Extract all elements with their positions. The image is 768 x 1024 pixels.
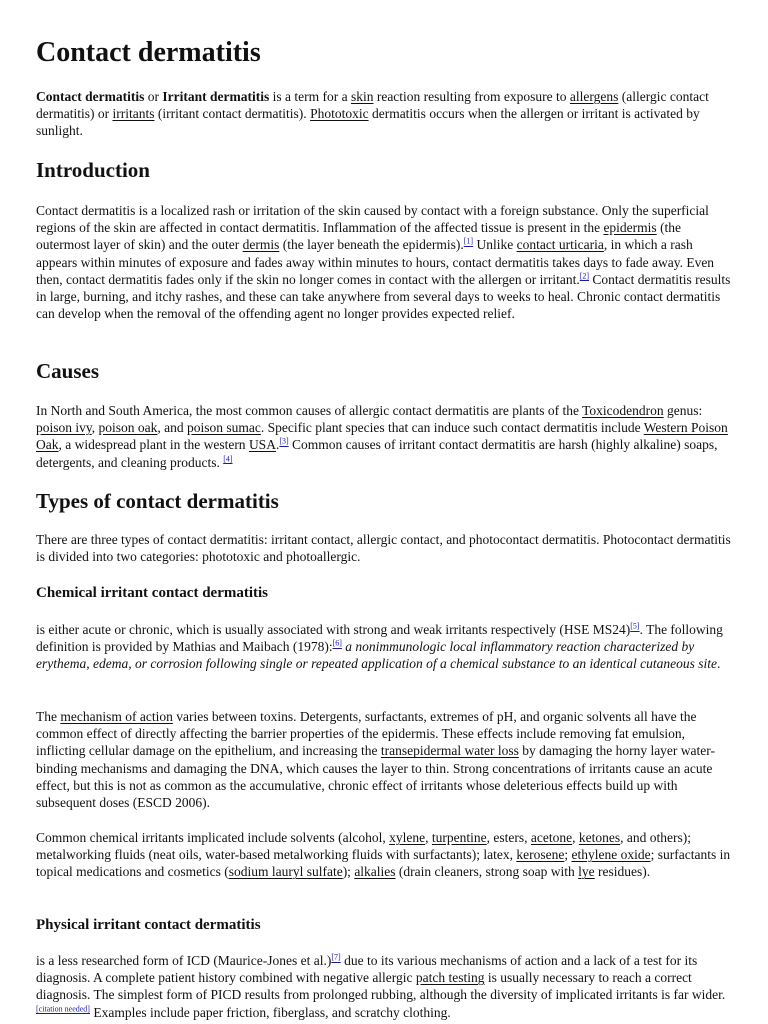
chemical-text: residues). <box>594 864 651 880</box>
lead-text: dermatitis occurs when the allergen or irritant is activated by sunlight. <box>36 106 700 139</box>
link-toxicodendron[interactable]: Toxicodendron <box>582 403 664 418</box>
link-ethylene-oxide[interactable]: ethylene oxide <box>571 847 651 863</box>
heading-introduction: Introduction <box>36 158 150 182</box>
heading-chemical-irritant: Chemical irritant contact dermatitis <box>36 585 269 601</box>
link-ketones[interactable]: ketones <box>578 830 621 845</box>
intro-text: (the layer beneath the epidermis). <box>279 237 464 253</box>
link-poison-ivy[interactable]: poison ivy <box>36 420 92 436</box>
intro-text: Contact dermatitis is a localized rash or irritation of the skin caused by contact with a foreign substance. Only the superficial regions of the skin are affected in contact dermatitis. Inflammation of the affected tissue is present in the <box>36 203 709 236</box>
lead-term-2: Irritant dermatitis <box>162 89 270 104</box>
link-kerosene[interactable]: kerosene <box>516 847 565 863</box>
reference-4[interactable]: [4] <box>223 454 233 464</box>
link-xylene[interactable]: xylene <box>389 830 426 845</box>
link-mechanism-of-action[interactable]: mechanism of action <box>60 709 173 724</box>
lead-term-1: Contact dermatitis <box>36 89 145 104</box>
lead-text: reaction resulting from exposure to <box>373 89 570 104</box>
reference-2[interactable]: [2] <box>579 271 590 281</box>
link-poison-sumac[interactable]: poison sumac <box>187 420 261 436</box>
citation-needed[interactable]: [citation needed] <box>36 1004 90 1014</box>
heading-causes: Causes <box>36 359 100 383</box>
link-usa[interactable]: USA <box>248 437 276 453</box>
chemical-text: . <box>717 656 721 672</box>
definition-quote: a nonimmunologic local inflammatory reaction characterized by erythema, edema, or corrosion following single or repeated application of a chemical substance to an identical cutaneous site <box>36 639 718 672</box>
causes-text: In North and South America, the most common causes of allergic contact dermatitis are plants of the <box>36 403 583 418</box>
causes-text: . <box>275 437 280 453</box>
chemical-text: ; <box>564 847 572 863</box>
page-title: Contact dermatitis <box>36 37 261 68</box>
heading-types-of-contact-dermatitis: Types of contact dermatitis <box>36 489 279 513</box>
link-allergens[interactable]: allergens <box>569 89 619 104</box>
link-irritants[interactable]: irritants <box>112 106 155 122</box>
causes-text: genus: <box>663 403 703 418</box>
reference-3[interactable]: [3] <box>279 436 289 446</box>
causes-text: , a widespread plant in the western <box>58 437 249 453</box>
chemical-text: , esters, <box>486 830 531 845</box>
chemical-text: Common chemical irritants implicated include solvents (alcohol, <box>36 830 390 845</box>
link-western-poison-oak[interactable]: Western Poison Oak <box>36 420 728 453</box>
chemical-text: varies between toxins. Detergents, surfactants, extremes of pH, and organic solvents all have the common effect of directly affecting the barrier properties of the epidermis. These effects include removing fat emulsion, inflicting cellular damage on the epithelium, and increasing the <box>36 709 697 759</box>
heading-physical-irritant: Physical irritant contact dermatitis <box>36 917 261 933</box>
link-lye[interactable]: lye <box>578 864 595 880</box>
physical-text: is usually necessary to reach a correct diagnosis. The simplest form of PICD results from prolonged rubbing, although the diversity of implicated irritants is far wider. <box>36 970 726 1003</box>
chemical-text: , <box>572 830 579 845</box>
chemical-text: The <box>36 709 61 724</box>
causes-text: , <box>91 420 99 436</box>
lead-text: or <box>144 89 163 104</box>
chemical-text: ); <box>342 864 355 880</box>
link-contact-urticaria[interactable]: contact urticaria <box>516 237 604 253</box>
causes-text: . Specific plant species that can induce such contact dermatitis include <box>260 420 644 436</box>
causes-paragraph <box>36 402 736 471</box>
physical-text: due to its various mechanisms of action and a lack of a test for its diagnosis. A complete patient history combined with negative allergic <box>36 953 698 986</box>
physical-text: Examples include paper friction, fiberglass, and scratchy clothing. <box>89 1004 451 1020</box>
causes-text: , and <box>157 420 188 436</box>
link-turpentine[interactable]: turpentine <box>431 830 487 845</box>
chemical-text: , <box>425 830 432 845</box>
intro-text: Contact dermatitis results in large, burning, and itchy rashes, and these can take anywhere from several days to weeks to heal. Chronic contact dermatitis can develop when the removal of the offending agent no longer provides expected relief. <box>36 271 731 322</box>
chemical-text: . The following definition is provided by Mathias and Maibach (1978): <box>36 622 723 655</box>
link-acetone[interactable]: acetone <box>530 830 573 845</box>
causes-text: Common causes of irritant contact dermatitis are harsh (highly alkaline) soaps, detergents, and cleaning products. <box>36 437 718 470</box>
link-patch-testing[interactable]: patch testing <box>415 970 485 986</box>
intro-text: (the outermost layer of skin) and the outer <box>36 220 682 253</box>
chemical-paragraph-3 <box>36 829 736 881</box>
chemical-text: , and others); metalworking fluids (neat oils, water-based metalworking fluids with surfactants); latex, <box>36 830 691 863</box>
chemical-paragraph-2 <box>36 708 736 811</box>
reference-7[interactable]: [7] <box>331 952 341 962</box>
chemical-text: ; surfactants in topical medications and cosmetics ( <box>36 847 731 880</box>
types-paragraph: There are three types of contact dermatitis: irritant contact, allergic contact, and photocontact dermatitis. Photocontact dermatitis is divided into two categories: phototoxic and photoallergic. <box>36 532 731 565</box>
chemical-text: by damaging the horny layer water-binding mechanisms and damaging the DNA, which causes the layer to thin. Strong concentrations of irritants cause an acute effect, but this is not as common as the accumulative, chronic effect of irritants whose deleterious effects build up with subsequent doses (ESCD 2006). <box>36 743 716 811</box>
introduction-paragraph <box>36 202 736 322</box>
link-skin[interactable]: skin <box>350 89 374 104</box>
intro-text: Unlike <box>473 237 517 253</box>
link-dermis[interactable]: dermis <box>242 237 280 253</box>
physical-text: is a less researched form of ICD (Maurice-Jones et al.) <box>36 953 332 968</box>
link-sodium-lauryl-sulfate[interactable]: sodium lauryl sulfate <box>228 864 343 880</box>
intro-text: , in which a rash appears within minutes of exposure and fades away within minutes to hours, contact dermatitis takes days to fade away. Even then, contact dermatitis fades only if the skin no longer comes in contact with the allergen or irritant. <box>36 237 715 287</box>
link-alkalies[interactable]: alkalies <box>354 864 396 880</box>
link-phototoxic[interactable]: Phototoxic <box>310 106 369 122</box>
reference-5[interactable]: [5] <box>630 621 640 631</box>
reference-6[interactable]: [6] <box>332 638 342 648</box>
lead-text: (irritant contact dermatitis). <box>154 106 311 122</box>
chemical-text: (drain cleaners, strong soap with <box>395 864 579 880</box>
link-poison-oak[interactable]: poison oak <box>98 420 158 436</box>
lead-text: (allergic contact dermatitis) or <box>36 89 709 122</box>
reference-1[interactable]: [1] <box>463 236 474 246</box>
chemical-text: is either acute or chronic, which is usually associated with strong and weak irritants respectively (HSE MS24) <box>36 622 631 637</box>
lead-paragraph <box>36 88 736 140</box>
chemical-paragraph-1 <box>36 621 736 673</box>
physical-paragraph <box>36 952 736 1021</box>
link-transepidermal-water-loss[interactable]: transepidermal water loss <box>380 743 519 759</box>
lead-text: is a term for a <box>269 89 351 104</box>
link-epidermis[interactable]: epidermis <box>603 220 657 236</box>
